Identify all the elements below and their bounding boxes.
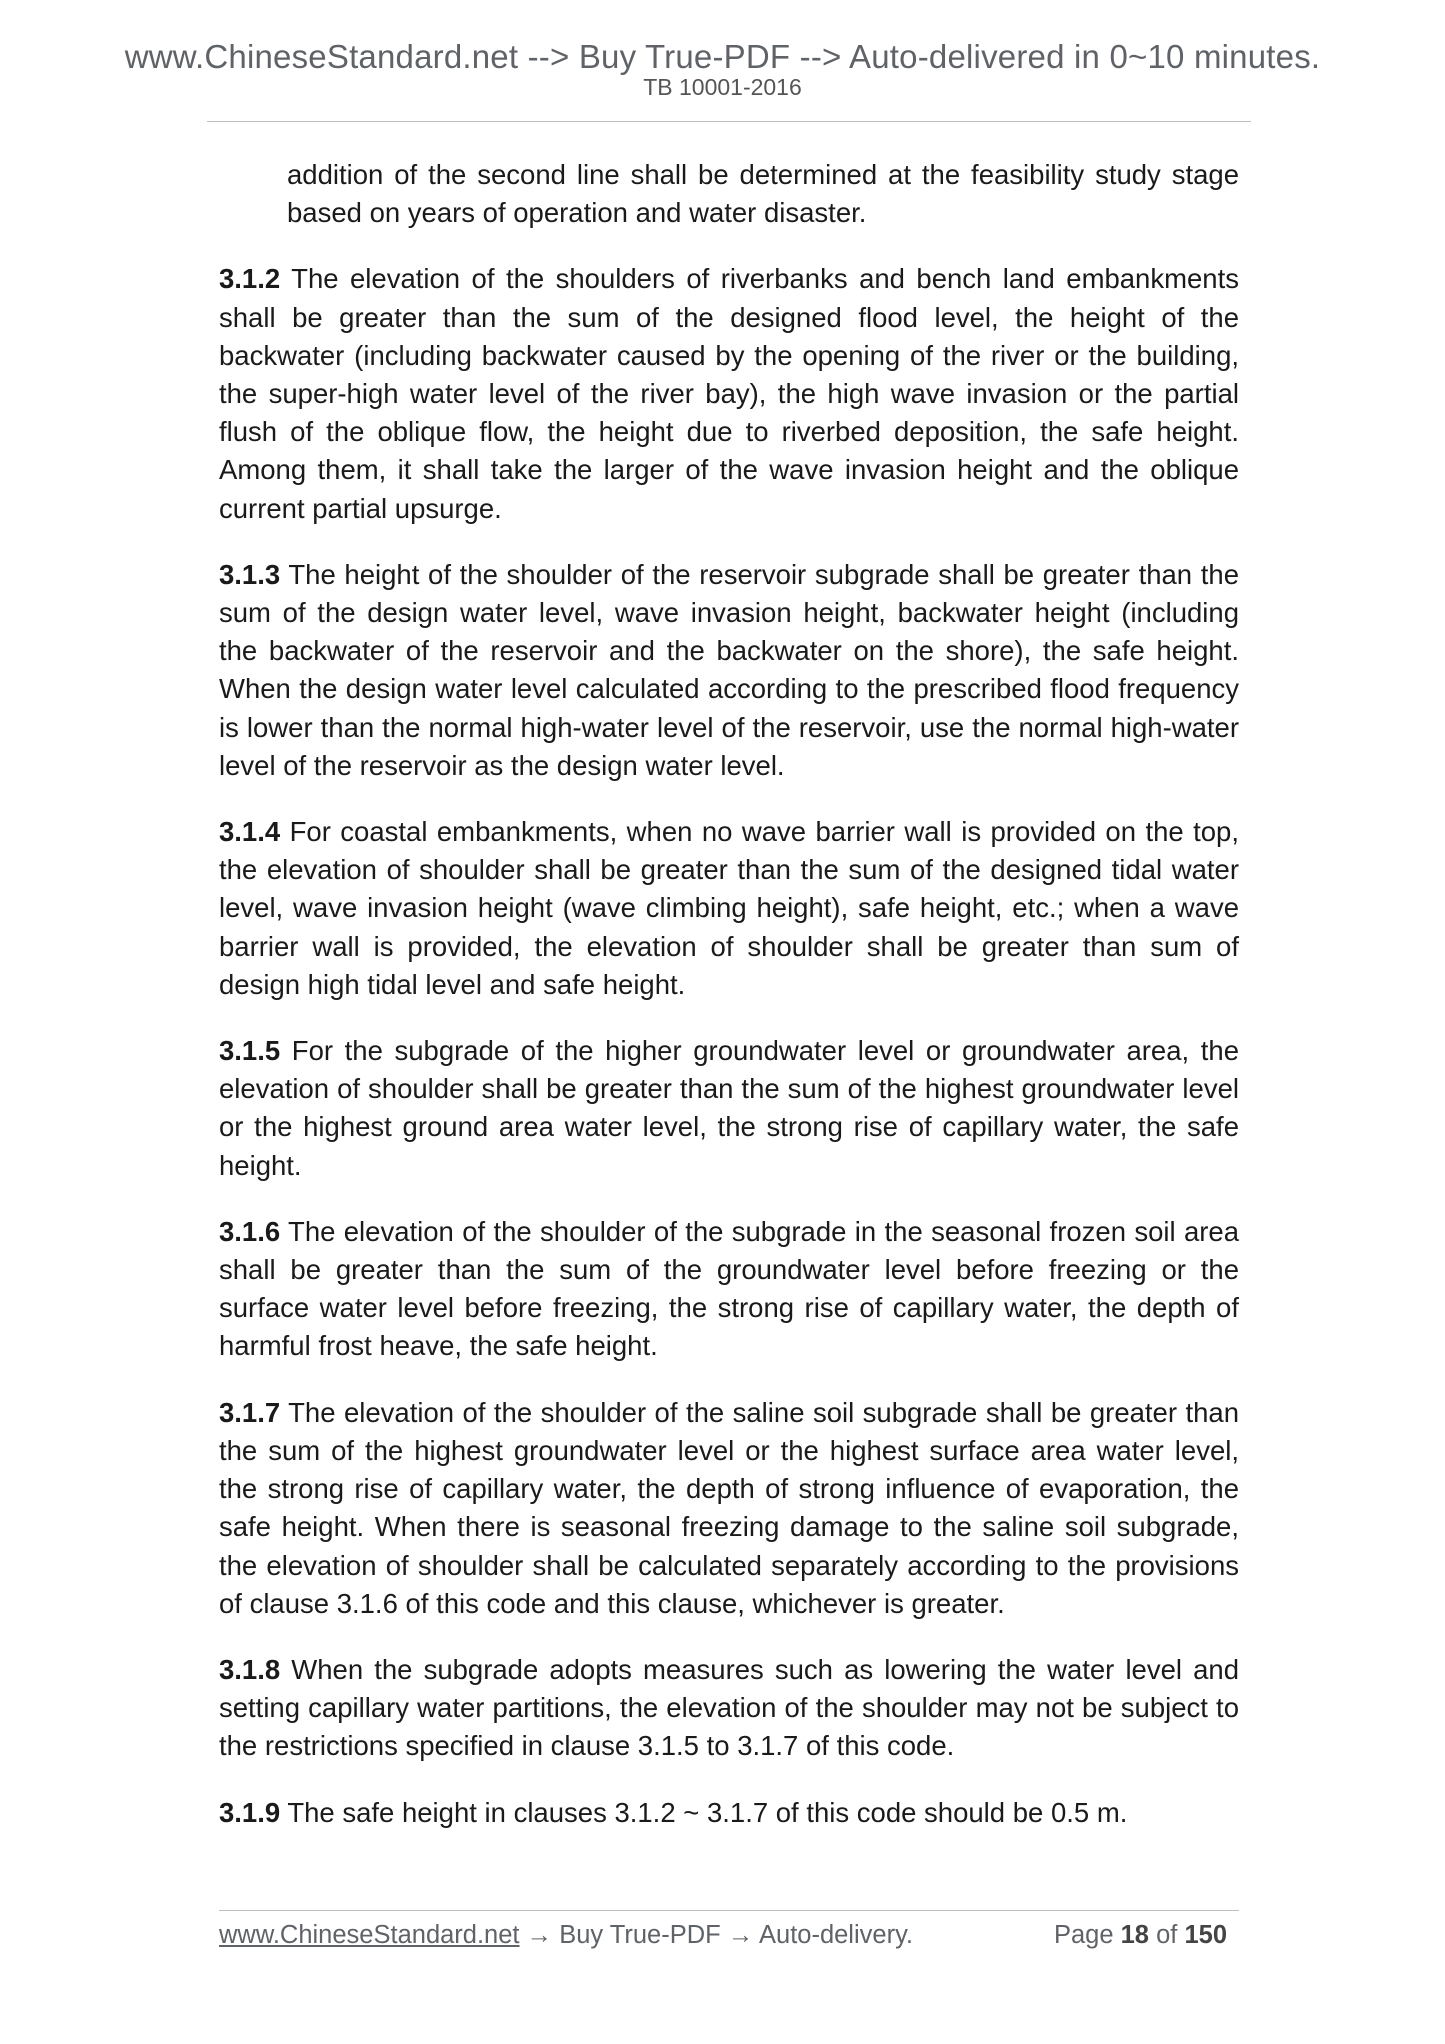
document-body bbox=[219, 156, 1239, 1860]
footer-buy-text: Buy True-PDF bbox=[559, 1921, 721, 1949]
page-number bbox=[1054, 1921, 1227, 1950]
clause-number: 3.1.8 bbox=[219, 1653, 281, 1685]
clause-text: The safe height in clauses 3.1.2 ~ 3.1.7 of this code should be 0.5 m. bbox=[280, 1796, 1128, 1828]
clause-number: 3.1.4 bbox=[219, 816, 281, 848]
clause-text: The elevation of the shoulders of riverbanks and bench land embankments shall be greater than the sum of the designed flood level, the height of the backwater (including backwater caused by the opening of the river or the building, the super-high water level of the river bay), the high wave invasion or the partial flush of the oblique flow, the height due to riverbed deposition, the safe height. Among them, it shall take the larger of the wave invasion height and the oblique current partial upsurge. bbox=[219, 263, 1239, 524]
site-banner: www.ChineseStandard.net --> Buy True-PDF --> Auto-delivered in 0~10 minutes. bbox=[124, 38, 1321, 75]
page-footer bbox=[219, 1921, 1239, 1961]
clause-number: 3.1.2 bbox=[219, 263, 281, 295]
clause-number: 3.1.5 bbox=[219, 1035, 281, 1067]
clause-text: The height of the shoulder of the reservoir subgrade shall be greater than the sum of the design water level, wave invasion height, backwater height (including the backwater of the reservoir and the backwater on the shore), the safe height. When the design water level calculated according to the prescribed flood frequency is lower than the normal high-water level of the reservoir, use the normal high-water level of the reservoir as the design water level. bbox=[219, 558, 1239, 781]
footer-divider bbox=[219, 1910, 1239, 1911]
page-of-label: of bbox=[1156, 1921, 1178, 1949]
clause-text: The elevation of the shoulder of the subgrade in the seasonal frozen soil area shall be greater than the sum of the groundwater level before freezing or the surface water level before freezing, the strong rise of capillary water, the depth of harmful frost heave, the safe height. bbox=[219, 1215, 1239, 1362]
footer-site-link[interactable]: www.ChineseStandard.net bbox=[219, 1921, 520, 1949]
clause-3-1-7 bbox=[219, 1394, 1239, 1623]
current-page: 18 bbox=[1120, 1921, 1149, 1949]
clause-number: 3.1.6 bbox=[219, 1215, 281, 1247]
clause-3-1-6 bbox=[219, 1213, 1239, 1366]
continued-paragraph: addition of the second line shall be determined at the feasibility study stage based on years of operation and water disaster. bbox=[287, 159, 1239, 229]
document-code: TB 10001-2016 bbox=[643, 74, 802, 100]
clause-3-1-8 bbox=[219, 1651, 1239, 1766]
clause-text: The elevation of the shoulder of the saline soil subgrade shall be greater than the sum of the highest groundwater level or the highest surface area water level, the strong rise of capillary water, the depth of strong influence of evaporation, the safe height. When there is seasonal freezing damage to the saline soil subgrade, the elevation of shoulder shall be calculated separately according to the provisions of clause 3.1.6 of this code and this clause, whichever is greater. bbox=[219, 1396, 1239, 1619]
header-divider bbox=[207, 121, 1251, 122]
footer-promo bbox=[219, 1921, 913, 1950]
arrow-right-icon: → bbox=[720, 1921, 759, 1949]
page-label: Page bbox=[1053, 1921, 1114, 1949]
clause-number: 3.1.9 bbox=[219, 1796, 281, 1828]
clause-3-1-9 bbox=[219, 1794, 1239, 1832]
footer-delivery-text: Auto-delivery. bbox=[759, 1921, 914, 1949]
clause-text: For coastal embankments, when no wave barrier wall is provided on the top, the elevation of shoulder shall be greater than the sum of the designed tidal water level, wave invasion height (wave climbing height), safe height, etc.; when a wave barrier wall is provided, the elevation of shoulder shall be greater than sum of design high tidal level and safe height. bbox=[219, 816, 1239, 1000]
arrow-right-icon: → bbox=[519, 1921, 560, 1949]
clause-text: When the subgrade adopts measures such as lowering the water level and setting capillary water partitions, the elevation of the shoulder may not be subject to the restrictions specified in clause 3.1.5 to 3.1.7 of this code. bbox=[219, 1653, 1239, 1762]
clause-3-1-2 bbox=[219, 260, 1239, 527]
total-pages: 150 bbox=[1184, 1921, 1227, 1949]
clause-3-1-3 bbox=[219, 556, 1239, 785]
clause-3-1-4 bbox=[219, 813, 1239, 1004]
clause-3-1-5 bbox=[219, 1032, 1239, 1185]
clause-number: 3.1.7 bbox=[219, 1396, 281, 1428]
clause-number: 3.1.3 bbox=[219, 558, 281, 590]
clause-text: For the subgrade of the higher groundwater level or groundwater area, the elevation of shoulder shall be greater than the sum of the highest groundwater level or the highest ground area water level, the strong rise of capillary water, the safe height. bbox=[219, 1035, 1239, 1181]
